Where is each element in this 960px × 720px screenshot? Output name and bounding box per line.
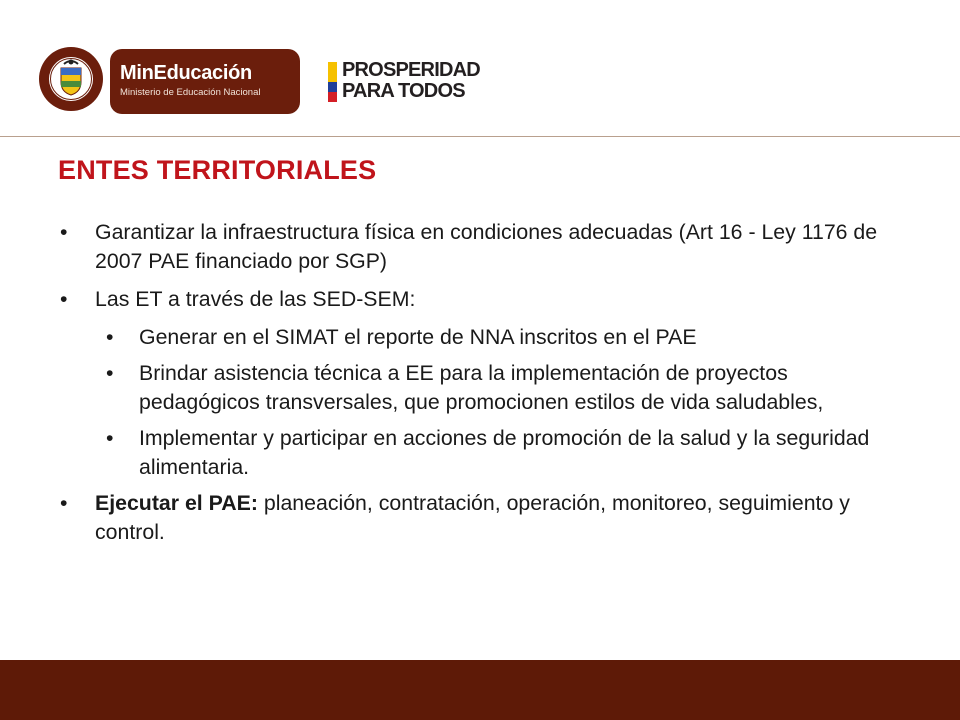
- ministry-name: MinEducación: [120, 62, 252, 84]
- slide-body: [58, 218, 908, 556]
- bullet-marker: •: [60, 220, 68, 244]
- bullet-item: [58, 285, 908, 314]
- colombia-flag-icon: [328, 62, 337, 102]
- bullet-text: Generar en el SIMAT el reporte de NNA inscritos en el PAE: [139, 325, 697, 349]
- bullet-lead-text: Ejecutar el PAE:: [95, 491, 258, 515]
- sub-bullet-item: [106, 323, 908, 352]
- slide-title: ENTES TERRITORIALES: [58, 155, 377, 185]
- ministry-subtitle: Ministerio de Educación Nacional: [120, 87, 261, 98]
- bullet-text: Las ET a través de las SED-SEM:: [95, 287, 416, 311]
- slide-header: [0, 0, 960, 136]
- bullet-item: [58, 489, 908, 547]
- slogan-line-2: PARA TODOS: [342, 80, 465, 102]
- bullet-marker: •: [106, 325, 114, 349]
- bullet-item: [58, 218, 908, 276]
- header-divider: [0, 136, 960, 137]
- sub-bullet-item: [106, 424, 908, 482]
- mineducacion-logo: [110, 49, 300, 114]
- prosperidad-logo: [328, 60, 498, 106]
- bullet-marker: •: [106, 426, 114, 450]
- colombia-seal-logo: [38, 46, 104, 112]
- slide-footer-bar: [0, 660, 960, 720]
- bullet-text: Brindar asistencia técnica a EE para la implementación de proyectos pedagógicos transversales, que promocionen estilos de vida saludables,: [139, 361, 824, 414]
- bullet-marker: •: [106, 361, 114, 385]
- sub-bullet-item: [106, 359, 908, 417]
- bullet-text: Garantizar la infraestructura física en condiciones adecuadas (Art 16 - Ley 1176 de 2007 PAE financiado por SGP): [95, 220, 878, 273]
- bullet-text: planeación, contratación, operación, monitoreo, seguimiento y control.: [95, 491, 850, 544]
- bullet-marker: •: [60, 491, 68, 515]
- bullet-marker: •: [60, 287, 68, 311]
- slogan: [342, 60, 480, 102]
- bullet-text: Implementar y participar en acciones de promoción de la salud y la seguridad alimentaria.: [139, 426, 870, 479]
- slogan-line-1: PROSPERIDAD: [342, 59, 480, 81]
